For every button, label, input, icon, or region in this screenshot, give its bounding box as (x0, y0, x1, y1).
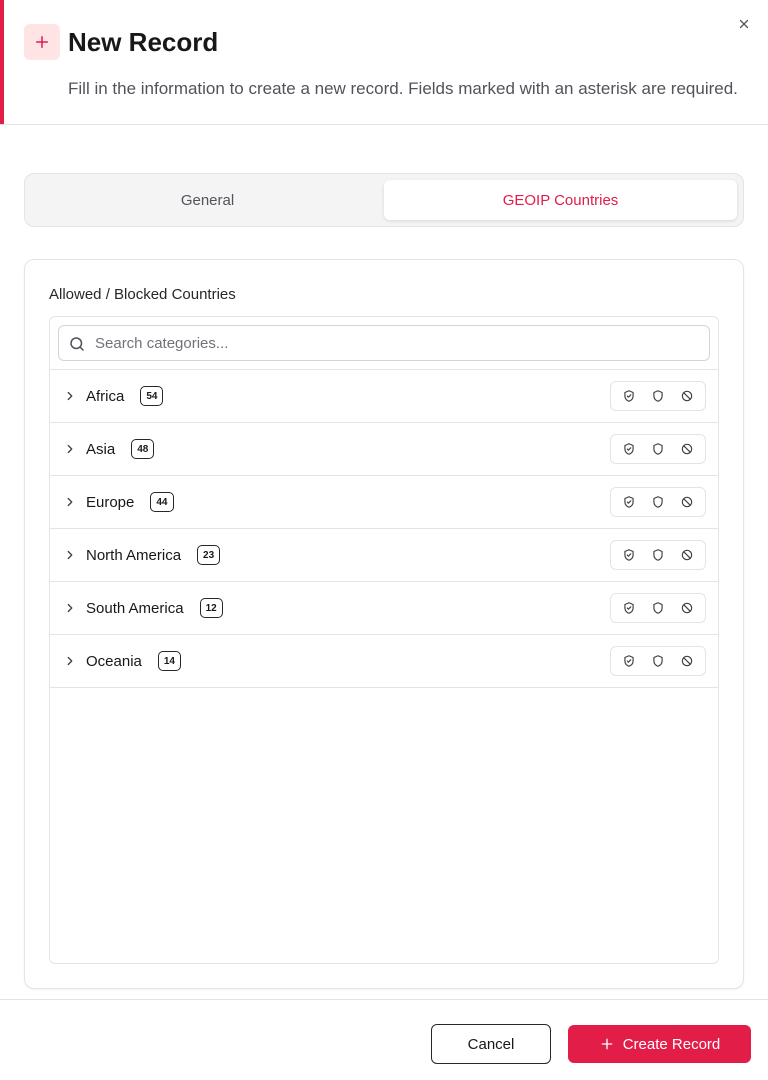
dialog-subtitle: Fill in the information to create a new record. Fields marked with an asterisk are required. (68, 79, 738, 98)
ban-icon (680, 601, 694, 615)
tab-geoip-countries[interactable]: GEOIP Countries (384, 180, 737, 220)
shield-check-icon (622, 548, 636, 562)
block-button[interactable] (673, 596, 701, 620)
neutral-button[interactable] (644, 649, 672, 673)
region-actions (610, 487, 706, 517)
search-icon (68, 335, 86, 353)
ban-icon (680, 654, 694, 668)
region-row[interactable] (50, 423, 718, 476)
tab-list (24, 173, 744, 227)
ban-icon (680, 495, 694, 509)
block-button[interactable] (673, 490, 701, 514)
chevron-right-icon[interactable] (62, 387, 78, 405)
neutral-button[interactable] (644, 437, 672, 461)
neutral-button[interactable] (644, 490, 672, 514)
region-name (86, 545, 220, 565)
count-badge: 44 (150, 492, 173, 512)
allow-button[interactable] (615, 437, 643, 461)
chevron-right-icon[interactable] (62, 493, 78, 511)
count-badge: 14 (158, 651, 181, 671)
create-record-button[interactable] (568, 1025, 751, 1063)
chevron-right-icon[interactable] (62, 546, 78, 564)
shield-icon (651, 601, 665, 615)
region-label: Europe (86, 493, 135, 511)
allow-button[interactable] (615, 649, 643, 673)
shield-icon (651, 389, 665, 403)
region-name (86, 439, 154, 459)
shield-check-icon (622, 495, 636, 509)
neutral-button[interactable] (644, 596, 672, 620)
region-name (86, 651, 181, 671)
chevron-right-icon[interactable] (62, 599, 78, 617)
count-badge: 12 (200, 598, 223, 618)
shield-check-icon (622, 389, 636, 403)
shield-icon (651, 495, 665, 509)
shield-check-icon (622, 442, 636, 456)
allow-button[interactable] (615, 596, 643, 620)
region-actions (610, 646, 706, 676)
close-icon[interactable] (734, 14, 754, 34)
ban-icon (680, 548, 694, 562)
search-input[interactable] (95, 326, 705, 360)
region-rows (50, 370, 718, 688)
region-actions (610, 540, 706, 570)
search-bar (50, 317, 718, 370)
accent-bar (0, 0, 4, 124)
count-badge: 23 (197, 545, 220, 565)
allow-button[interactable] (615, 543, 643, 567)
neutral-button[interactable] (644, 384, 672, 408)
region-row[interactable] (50, 529, 718, 582)
region-label: Oceania (86, 652, 142, 670)
dialog-header (0, 0, 768, 125)
allow-button[interactable] (615, 384, 643, 408)
region-actions (610, 434, 706, 464)
region-actions (610, 593, 706, 623)
tab-general[interactable]: General (180, 191, 235, 209)
allow-button[interactable] (615, 490, 643, 514)
block-button[interactable] (673, 384, 701, 408)
region-name (86, 492, 174, 512)
chevron-right-icon[interactable] (62, 652, 78, 670)
region-row[interactable] (50, 635, 718, 688)
region-label: Africa (86, 387, 125, 405)
chevron-right-icon[interactable] (62, 440, 78, 458)
region-label: Asia (86, 440, 116, 458)
region-label: South America (86, 599, 184, 617)
shield-check-icon (622, 601, 636, 615)
plus-icon (24, 24, 60, 60)
region-actions (610, 381, 706, 411)
region-row[interactable] (50, 476, 718, 529)
neutral-button[interactable] (644, 543, 672, 567)
count-badge: 48 (131, 439, 154, 459)
region-label: North America (86, 546, 182, 564)
dialog-title: New Record (68, 27, 219, 57)
shield-icon (651, 442, 665, 456)
search-field (58, 325, 710, 361)
block-button[interactable] (673, 649, 701, 673)
countries-label: Allowed / Blocked Countries (49, 286, 236, 303)
region-row[interactable] (50, 370, 718, 423)
ban-icon (680, 442, 694, 456)
shield-icon (651, 548, 665, 562)
block-button[interactable] (673, 437, 701, 461)
shield-check-icon (622, 654, 636, 668)
shield-icon (651, 654, 665, 668)
region-name (86, 598, 223, 618)
countries-card (24, 259, 744, 989)
count-badge: 54 (140, 386, 163, 406)
dialog-footer (0, 999, 768, 1080)
region-name (86, 386, 163, 406)
cancel-button[interactable]: Cancel (431, 1024, 551, 1064)
region-list (49, 316, 719, 964)
block-button[interactable] (673, 543, 701, 567)
region-row[interactable] (50, 582, 718, 635)
plus-icon (599, 1036, 615, 1052)
ban-icon (680, 389, 694, 403)
create-record-label: Create Record (622, 1035, 721, 1053)
